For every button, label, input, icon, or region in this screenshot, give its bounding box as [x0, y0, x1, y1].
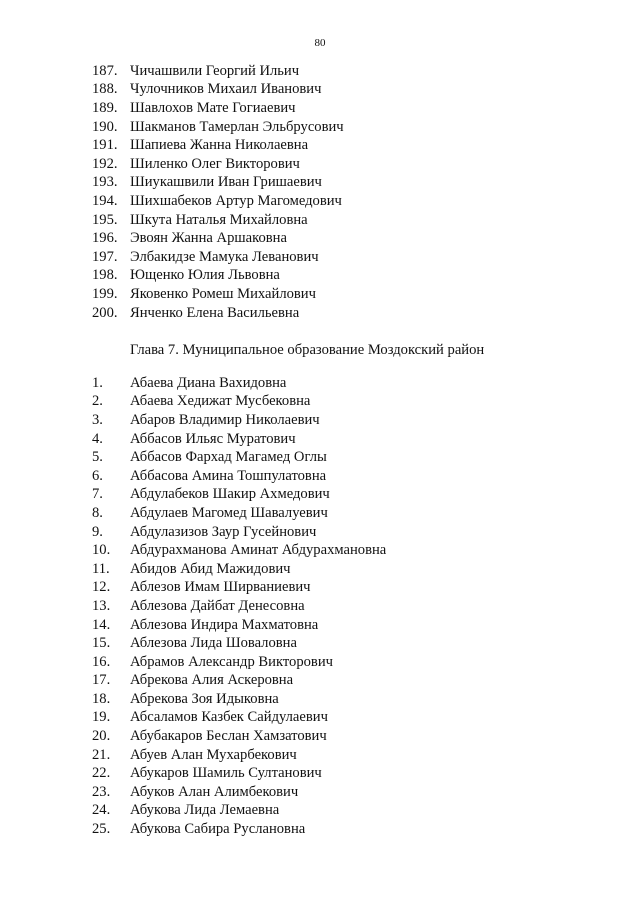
list-item	[92, 211, 344, 230]
person-name: Ющенко Юлия Львовна	[130, 267, 280, 284]
item-number: 1.	[92, 374, 103, 391]
item-number: 10.	[92, 542, 111, 559]
list-item	[92, 99, 344, 118]
person-name: Абидов Абид Мажидович	[130, 560, 291, 577]
list-item	[92, 690, 386, 709]
person-name: Шиукашвили Иван Гришаевич	[130, 174, 322, 191]
list-item	[92, 504, 386, 523]
list-item	[92, 62, 344, 81]
person-name: Абрекова Алия Аскеровна	[130, 672, 294, 689]
item-number: 187.	[92, 62, 118, 79]
list-item	[92, 727, 386, 746]
person-name: Аббасова Амина Тошпулатовна	[130, 467, 327, 484]
item-number: 14.	[92, 616, 111, 633]
person-name: Абдулабеков Шакир Ахмедович	[130, 486, 330, 503]
item-number: 198.	[92, 267, 118, 284]
list-item	[92, 541, 386, 560]
item-number: 190.	[92, 118, 118, 135]
person-name: Чичашвили Георгий Ильич	[130, 62, 300, 79]
item-number: 7.	[92, 486, 103, 503]
person-name: Шапиева Жанна Николаевна	[130, 137, 309, 154]
chapter-heading: Глава 7. Муниципальное образование Моздокский район	[130, 342, 485, 358]
person-name: Абуев Алан Мухарбекович	[130, 746, 297, 763]
person-name: Аббасов Фархад Магамед Оглы	[130, 449, 327, 466]
list-item	[92, 802, 386, 821]
person-name: Абукова Лида Лемаевна	[130, 802, 280, 819]
item-number: 194.	[92, 192, 118, 209]
list-item	[92, 304, 344, 323]
person-name: Аблезова Индира Махматовна	[130, 616, 319, 633]
item-number: 9.	[92, 523, 103, 540]
person-name: Абукова Сабира Руслановна	[130, 821, 306, 838]
list-item	[92, 634, 386, 653]
list-item	[92, 411, 386, 430]
list-item	[92, 229, 344, 248]
list-item	[92, 81, 344, 100]
item-number: 16.	[92, 653, 111, 670]
item-number: 192.	[92, 155, 118, 172]
list-item	[92, 746, 386, 765]
list-item	[92, 248, 344, 267]
person-name: Аблезова Дайбат Денесовна	[130, 597, 305, 614]
item-number: 188.	[92, 81, 118, 98]
list-item	[92, 820, 386, 839]
item-number: 11.	[92, 560, 110, 577]
item-number: 13.	[92, 597, 111, 614]
item-number: 199.	[92, 285, 118, 302]
person-name: Абаева Хедижат Мусбековна	[130, 393, 311, 410]
person-name: Аблезов Имам Ширваниевич	[130, 579, 311, 596]
list-item	[92, 653, 386, 672]
list-item	[92, 709, 386, 728]
list-item	[92, 192, 344, 211]
item-number: 193.	[92, 174, 118, 191]
list-item	[92, 467, 386, 486]
person-name: Абуков Алан Алимбекович	[130, 783, 299, 800]
name-list-mozdok	[92, 374, 386, 839]
list-item	[92, 579, 386, 598]
person-name: Абдурахманова Аминат Абдурахмановна	[130, 542, 387, 559]
list-item	[92, 393, 386, 412]
item-number: 17.	[92, 672, 111, 689]
person-name: Абаров Владимир Николаевич	[130, 411, 320, 428]
person-name: Шкута Наталья Михайловна	[130, 211, 308, 228]
item-number: 5.	[92, 449, 103, 466]
list-item	[92, 374, 386, 393]
person-name: Абаева Диана Вахидовна	[130, 374, 287, 391]
person-name: Чулочников Михаил Иванович	[130, 81, 322, 98]
list-item	[92, 764, 386, 783]
list-item	[92, 267, 344, 286]
person-name: Абубакаров Беслан Хамзатович	[130, 728, 327, 745]
person-name: Абдулазизов Заур Гусейнович	[130, 523, 317, 540]
person-name: Абрекова Зоя Идыковна	[130, 690, 279, 707]
item-number: 18.	[92, 690, 111, 707]
person-name: Абсаламов Казбек Сайдулаевич	[130, 709, 328, 726]
person-name: Элбакидзе Мамука Леванович	[130, 248, 319, 265]
list-item	[92, 486, 386, 505]
item-number: 189.	[92, 99, 118, 116]
item-number: 22.	[92, 765, 111, 782]
person-name: Шихшабеков Артур Магомедович	[130, 192, 342, 209]
list-item	[92, 672, 386, 691]
list-item	[92, 448, 386, 467]
list-item	[92, 597, 386, 616]
list-item	[92, 285, 344, 304]
item-number: 2.	[92, 393, 103, 410]
person-name: Шакманов Тамерлан Эльбрусович	[130, 118, 344, 135]
person-name: Абдулаев Магомед Шавалуевич	[130, 504, 328, 521]
item-number: 195.	[92, 211, 118, 228]
page-number: 80	[314, 37, 326, 49]
list-item	[92, 783, 386, 802]
list-item	[92, 136, 344, 155]
person-name: Аббасов Ильяс Муратович	[130, 430, 296, 447]
person-name: Эвоян Жанна Аршаковна	[130, 230, 287, 247]
list-item	[92, 118, 344, 137]
item-number: 197.	[92, 248, 118, 265]
list-item	[92, 155, 344, 174]
item-number: 24.	[92, 802, 111, 819]
item-number: 4.	[92, 430, 103, 447]
item-number: 25.	[92, 821, 111, 838]
name-list-continued	[92, 62, 344, 322]
person-name: Аблезова Лида Шоваловна	[130, 635, 297, 652]
person-name: Янченко Елена Васильевна	[130, 304, 300, 321]
item-number: 21.	[92, 746, 111, 763]
item-number: 12.	[92, 579, 111, 596]
item-number: 23.	[92, 783, 111, 800]
list-item	[92, 430, 386, 449]
item-number: 15.	[92, 635, 111, 652]
item-number: 20.	[92, 728, 111, 745]
list-item	[92, 174, 344, 193]
person-name: Абрамов Александр Викторович	[130, 653, 333, 670]
item-number: 6.	[92, 467, 103, 484]
person-name: Яковенко Ромеш Михайлович	[130, 285, 316, 302]
list-item	[92, 560, 386, 579]
list-item	[92, 523, 386, 542]
item-number: 3.	[92, 411, 103, 428]
item-number: 191.	[92, 137, 118, 154]
list-item	[92, 616, 386, 635]
item-number: 200.	[92, 304, 118, 321]
item-number: 19.	[92, 709, 111, 726]
item-number: 196.	[92, 230, 118, 247]
person-name: Шавлохов Мате Гогиаевич	[130, 99, 296, 116]
person-name: Шиленко Олег Викторович	[130, 155, 300, 172]
person-name: Абукаров Шамиль Султанович	[130, 765, 322, 782]
item-number: 8.	[92, 504, 103, 521]
